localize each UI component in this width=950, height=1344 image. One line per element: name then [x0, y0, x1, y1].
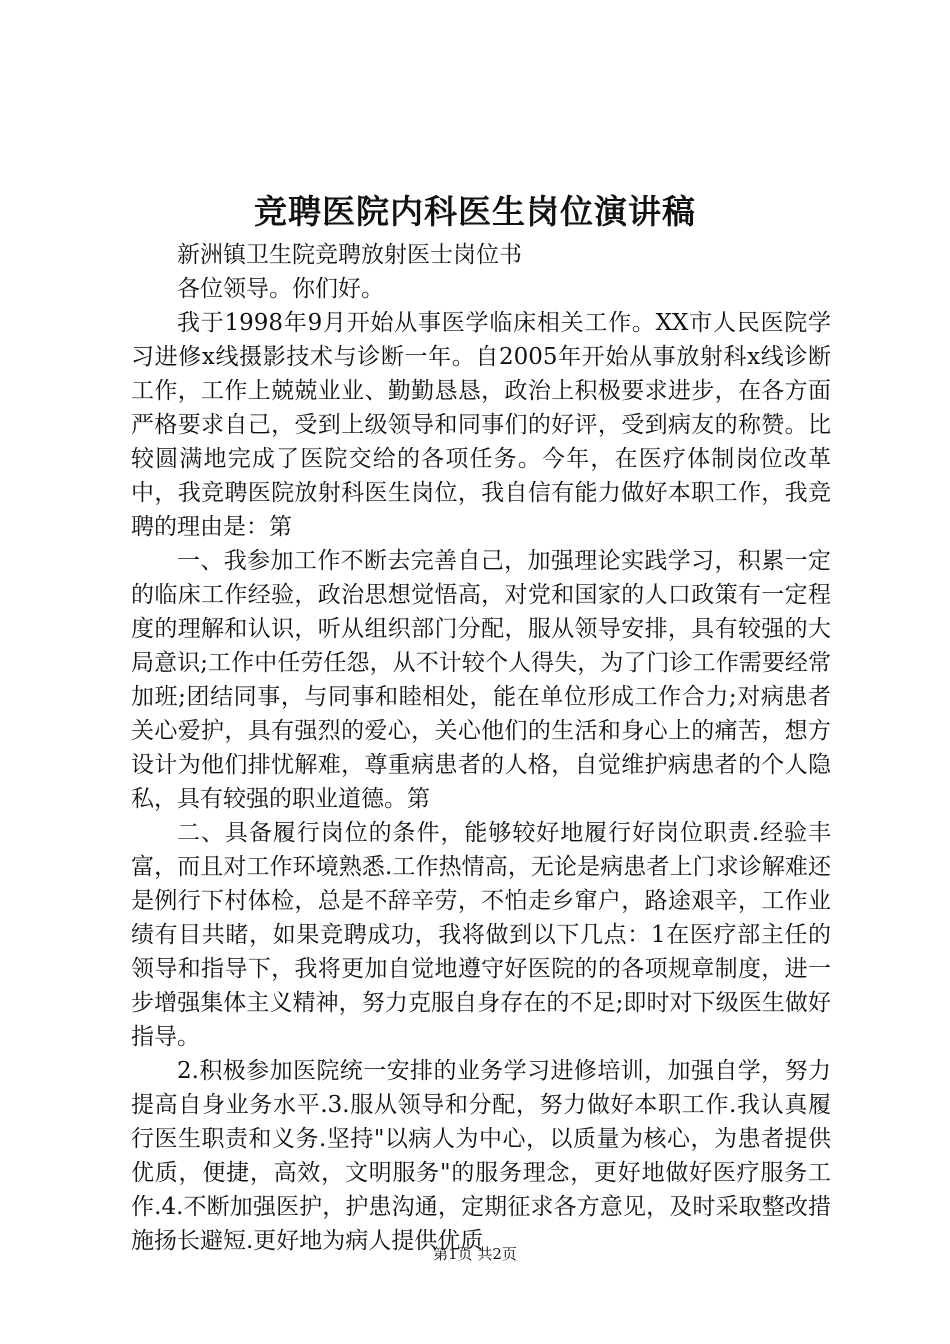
paragraph-reason-two: 二、具备履行岗位的条件，能够较好地履行好岗位职责.经验丰富，而且对工作环境熟悉.工作热情高，无论是病患者上门求诊解难还是例行下村体检，总是不辞辛劳，不怕走乡窜户，路途艰辛，工作业绩有目共睹，如果竞聘成功，我将做到以下几点：1在医疗部主任的领导和指导下，我将更加自觉地遵守好医院的的各项规章制度，进一步增强集体主义精神，努力克服自身存在的不足;即时对下级医生做好指导。 — [131, 820, 831, 1050]
paragraph-commitments: 2.积极参加医院统一安排的业务学习进修培训，加强自学，努力提高自身业务水平.3.服从领导和分配，努力做好本职工作.我认真履行医生职责和义务.坚持"以病人为中心，以质量为核心，为患者提供优质，便捷，高效，文明服务"的服务理念，更好地做好医疗服务工作.4.不断加强医护，护患沟通，定期征求各方意见，及时采取整改措施扬长避短.更好地为病人提供优质 — [131, 1058, 831, 1254]
paragraph-reason-one: 一、我参加工作不断去完善自己，加强理论实践学习，积累一定的临床工作经验，政治思想觉悟高，对党和国家的人口政策有一定程度的理解和认识，听从组织部门分配，服从领导安排，具有较强的大局意识;工作中任劳任怨，从不计较个人得失，为了门诊工作需要经常加班;团结同事，与同事和睦相处，能在单位形成工作合力;对病患者关心爱护，具有强烈的爱心，关心他们的生活和身心上的痛苦，想方设计为他们排忧解难，尊重病患者的人格，自觉维护病患者的个人隐私，具有较强的职业道德。第 — [131, 548, 831, 812]
paragraph-intro: 我于1998年9月开始从事医学临床相关工作。XX市人民医院学习进修x线摄影技术与诊断一年。自2005年开始从事放射科x线诊断工作，工作上兢兢业业、勤勤恳恳，政治上积极要求进步，在各方面严格要求自己，受到上级领导和同事们的好评，受到病友的称赞。比较圆满地完成了医院交给的各项任务。今年，在医疗体制岗位改革中，我竞聘医院放射科医生岗位，我自信有能力做好本职工作，我竞聘的理由是：第 — [131, 310, 831, 540]
document-title: 竞聘医院内科医生岗位演讲稿 — [254, 192, 696, 231]
paragraph-subtitle: 新洲镇卫生院竞聘放射医士岗位书 — [177, 242, 522, 268]
document-body — [131, 238, 831, 1258]
paragraph-greeting: 各位领导。你们好。 — [177, 276, 384, 302]
page-footer: 第1页 共2页 — [433, 1245, 517, 1263]
